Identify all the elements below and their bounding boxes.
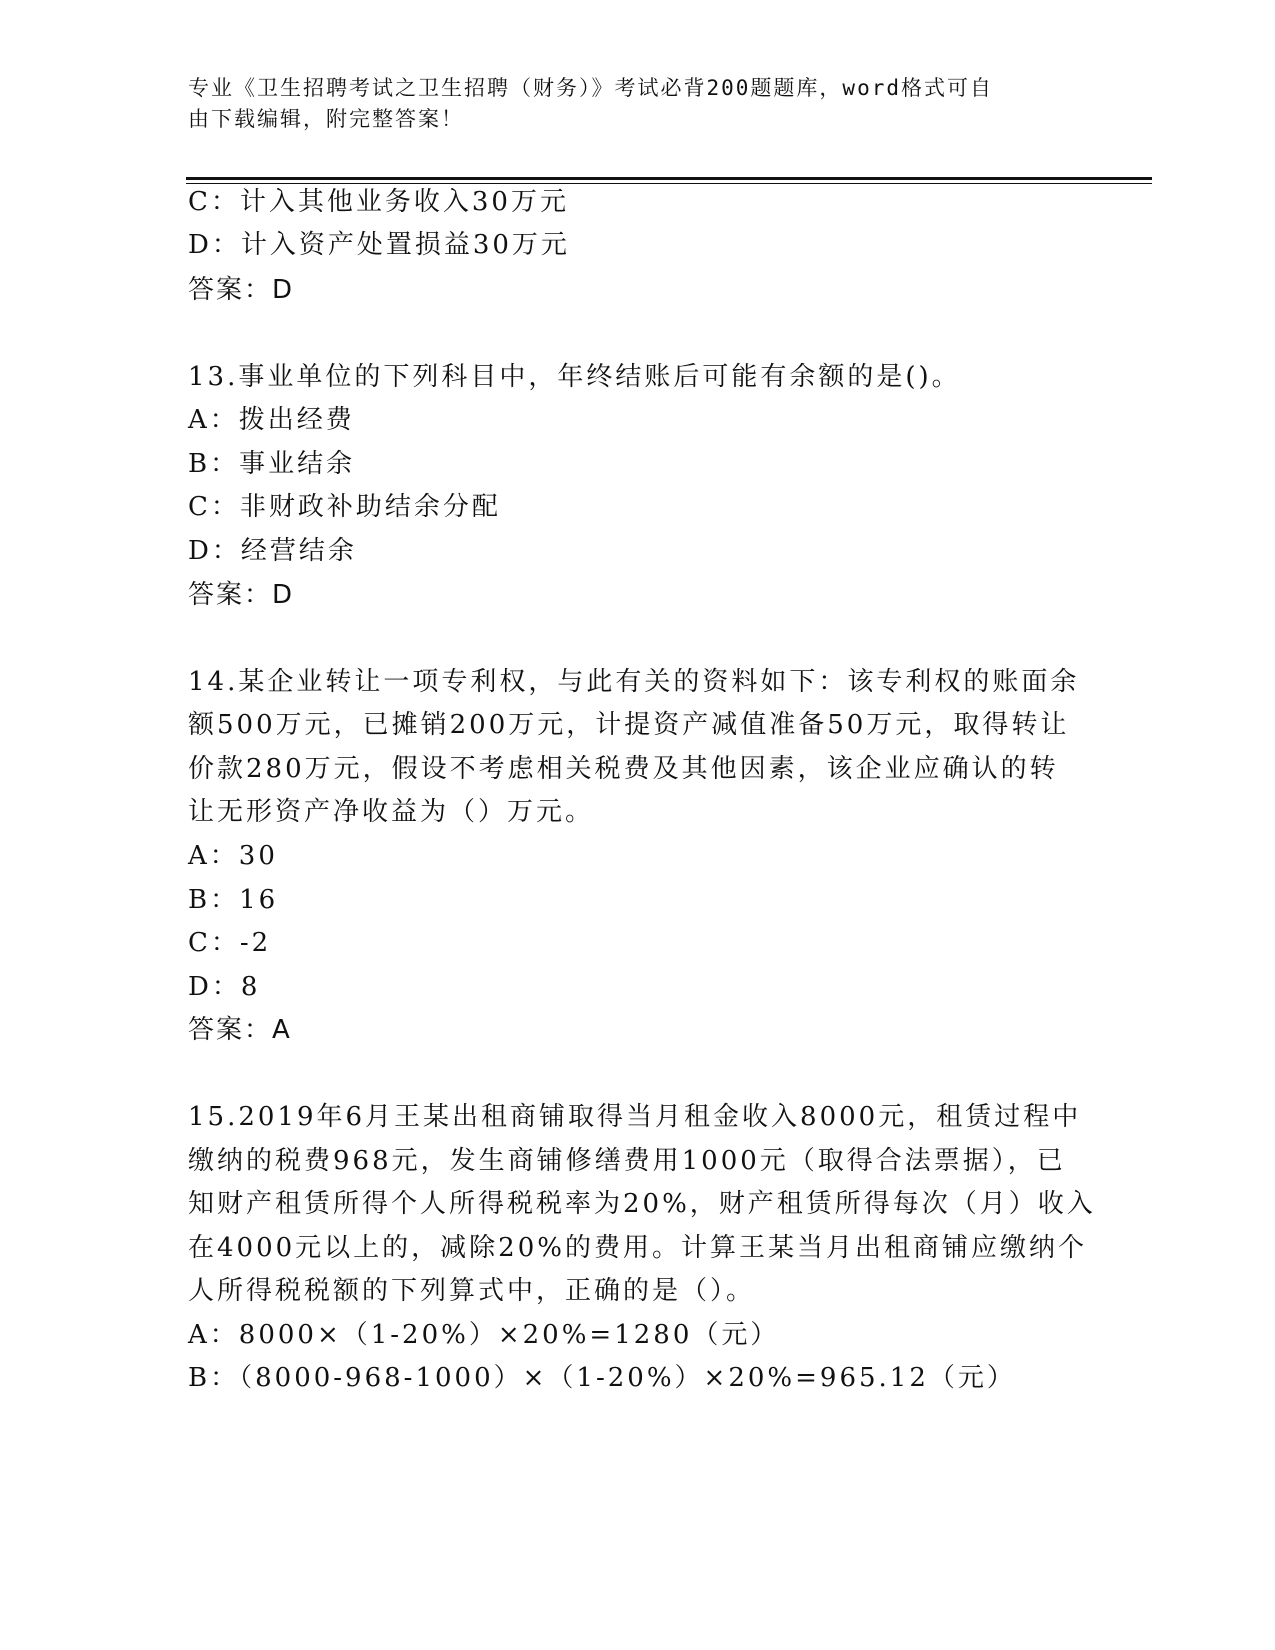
q15-option-a: A：8000×（1-20%）×20%=1280（元） [188, 1320, 780, 1350]
q14-stem-line-3: 价款280万元，假设不考虑相关税费及其他因素，该企业应确认的转 [188, 754, 1059, 784]
header-divider-thin [186, 183, 1152, 184]
q15-stem-line-2: 缴纳的税费968元，发生商铺修缮费用1000元（取得合法票据），已 [188, 1146, 1066, 1176]
q15-stem-line-3: 知财产租赁所得个人所得税税率为20%，财产租赁所得每次（月）收入 [188, 1189, 1096, 1219]
header-divider-thick [186, 177, 1152, 180]
q15-stem-line-5: 人所得税税额的下列算式中，正确的是（）。 [188, 1276, 756, 1306]
q13-option-c: C：非财政补助结余分配 [188, 492, 501, 522]
q12-answer: 答案：D [188, 275, 295, 305]
q14-option-b: B：16 [188, 885, 279, 915]
q12-option-c: C：计入其他业务收入30万元 [188, 187, 569, 217]
q14-option-a: A：30 [188, 841, 278, 871]
q15-option-b: B：（8000-968-1000）×（1-20%）×20%=965.12（元） [188, 1363, 1016, 1393]
q13-option-a: A：拨出经费 [188, 405, 355, 435]
header-line-2: 由下载编辑，附完整答案！ [188, 107, 464, 131]
q13-option-b: B：事业结余 [188, 449, 356, 479]
q13-answer: 答案：D [188, 580, 295, 610]
q14-stem-line-2: 额500万元，已摊销200万元，计提资产减值准备50万元，取得转让 [188, 710, 1070, 740]
header-line-1: 专业《卫生招聘考试之卫生招聘（财务）》考试必背200题题库，word格式可自 [188, 76, 993, 100]
q14-answer: 答案：A [188, 1015, 292, 1045]
q12-option-d: D：计入资产处置损益30万元 [188, 230, 570, 260]
q15-stem-line-1: 15.2019年6月王某出租商铺取得当月租金收入8000元，租赁过程中 [188, 1102, 1082, 1132]
q13-option-d: D：经营结余 [188, 536, 357, 566]
document-header [188, 73, 1078, 135]
q14-stem-line-1: 14.某企业转让一项专利权，与此有关的资料如下：该专利权的账面余 [188, 667, 1080, 697]
q13-stem: 13.事业单位的下列科目中，年终结账后可能有余额的是()。 [188, 362, 961, 392]
q15-stem-line-4: 在4000元以上的，减除20%的费用。计算王某当月出租商铺应缴纳个 [188, 1233, 1087, 1263]
q14-stem-line-4: 让无形资产净收益为（）万元。 [188, 797, 595, 827]
q14-option-c: C：-2 [188, 928, 272, 958]
q14-option-d: D：8 [188, 972, 261, 1002]
